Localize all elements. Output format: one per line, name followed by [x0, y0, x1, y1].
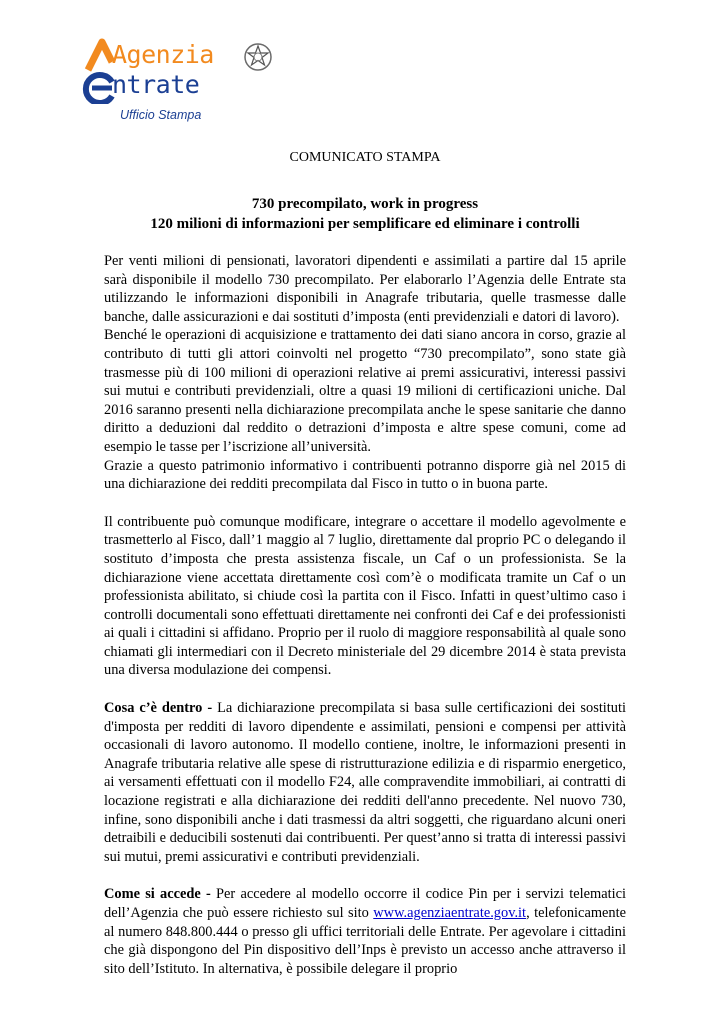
paragraph-6-text-b: , telefonicamente al numero 848.800.444 o presso gli uffici territoriali delle Entrate. Per agevolare i cittadini che già dispongono del Pin dispositivo dell’Inps è previsto un accesso anche attraverso il sito dell’Istituto. In alternativa, è possibile delegare il proprio — [104, 905, 626, 977]
paragraph-5 — [104, 699, 626, 866]
press-release-body — [104, 150, 626, 978]
italian-republic-emblem-icon — [243, 40, 273, 74]
document-kind: COMUNICATO STAMPA — [289, 150, 441, 165]
paragraph-2: Benché le operazioni di acquisizione e trattamento dei dati siano ancora in corso, grazie al contributo di tutti gli attori coinvolti nel progetto “730 precompilato”, sono state già trasmesse più di 100 milioni di operazioni relative ai premi assicurativi, interessi passivi sui mutui e contributi previdenziali, oltre a quasi 19 milioni di certificazioni uniche. Dal 2016 saranno presenti nella dichiarazione precompilata anche le spese sanitarie che danno diritto a deduzioni dal reddito o detrazioni d’imposta e altre spese comuni, come ad esempio le tasse per l’iscrizione all’università. — [104, 327, 626, 455]
page-title — [104, 194, 626, 234]
office-label: Ufficio Stampa — [120, 108, 202, 122]
paragraph-1: Per venti milioni di pensionati, lavoratori dipendenti e assimilati a partire dal 15 aprile sarà disponibile il modello 730 precompilato. Per elaborarlo l’Agenzia delle Entrate sta utilizzando le informazioni disponibili in Anagrafe tributaria, quelle trasmesse dalle banche, dalle assicurazioni e dai sostituti d’imposta (enti previdenziali e datori di lavoro). — [104, 253, 626, 325]
paragraph-6-text-a: Per accedere al modello occorre il codice Pin per i servizi telematici dell’Agenzia che può essere richiesto sul sito — [104, 886, 626, 921]
paragraph-4: Il contribuente può comunque modificare, integrare o accettare il modello agevolmente e trasmetterlo al Fisco, dall’1 maggio al 7 luglio, direttamente dal proprio PC o delegando il sostituto d’imposta che presta assistenza fiscale, un Caf o un professionista. Se la dichiarazione viene accettata direttamente così com’è o modificata tramite un Caf o un professionista abilitato, si chiude così la partita con il Fisco. Infatti in quest’ultimo caso i controlli documentali sono effettuati direttamente nei confronti dei Caf e dei professionisti ai quali i cittadini si affidano. Proprio per il ruolo di maggiore responsabilità al quale sono chiamati gli intermediari con il Decreto ministeriale del 29 dicembre 2014 è stata prevista una diversa modulazione dei compensi. — [104, 513, 626, 679]
paragraph-5-text: La dichiarazione precompilata si basa sulle certificazioni dei sostituti d'imposta per redditi di lavoro dipendente e assimilati, pensioni e compensi per attività occasionali di lavoro autonomo. Il modello contiene, inoltre, le informazioni presenti in Anagrafe tributaria relative alle spese di ristrutturazione edilizia e di risparmio energetico, ai versamenti effettuati con il modello F24, alle compravendite immobiliari, ai contratti di locazione registrati e alla dichiarazione dei redditi dell'anno precedente. Nel nuovo 730, infine, sono disponibili anche i dati trasmessi da altri soggetti, che riguardano alcuni oneri detraibili e deducibili sostenuti dai contribuenti. Per quest’anno si tratta di interessi passivi sui mutui, premi assicurativi e contributi previdenziali. — [104, 700, 626, 865]
logo-text-agenzia: Agenzia — [112, 40, 214, 69]
section-label-access: Come si accede - — [104, 886, 211, 903]
paragraph-3: Grazie a questo patrimonio informativo i contribuenti potranno disporre già nel 2015 di una dichiarazione dei redditi precompilata dal Fisco in tutto o in buona parte. — [104, 457, 626, 493]
paragraph-6 — [104, 885, 626, 978]
title-line-1: 730 precompilato, work in progress — [251, 196, 479, 212]
section-label-contents: Cosa c’è dentro - — [104, 700, 213, 717]
agenzia-website-link[interactable]: www.agenziaentrate.gov.it — [373, 905, 527, 921]
logo-text-entrate: ntrate — [112, 70, 200, 99]
title-line-2: 120 milioni di informazioni per semplificare ed eliminare i controlli — [150, 216, 580, 232]
